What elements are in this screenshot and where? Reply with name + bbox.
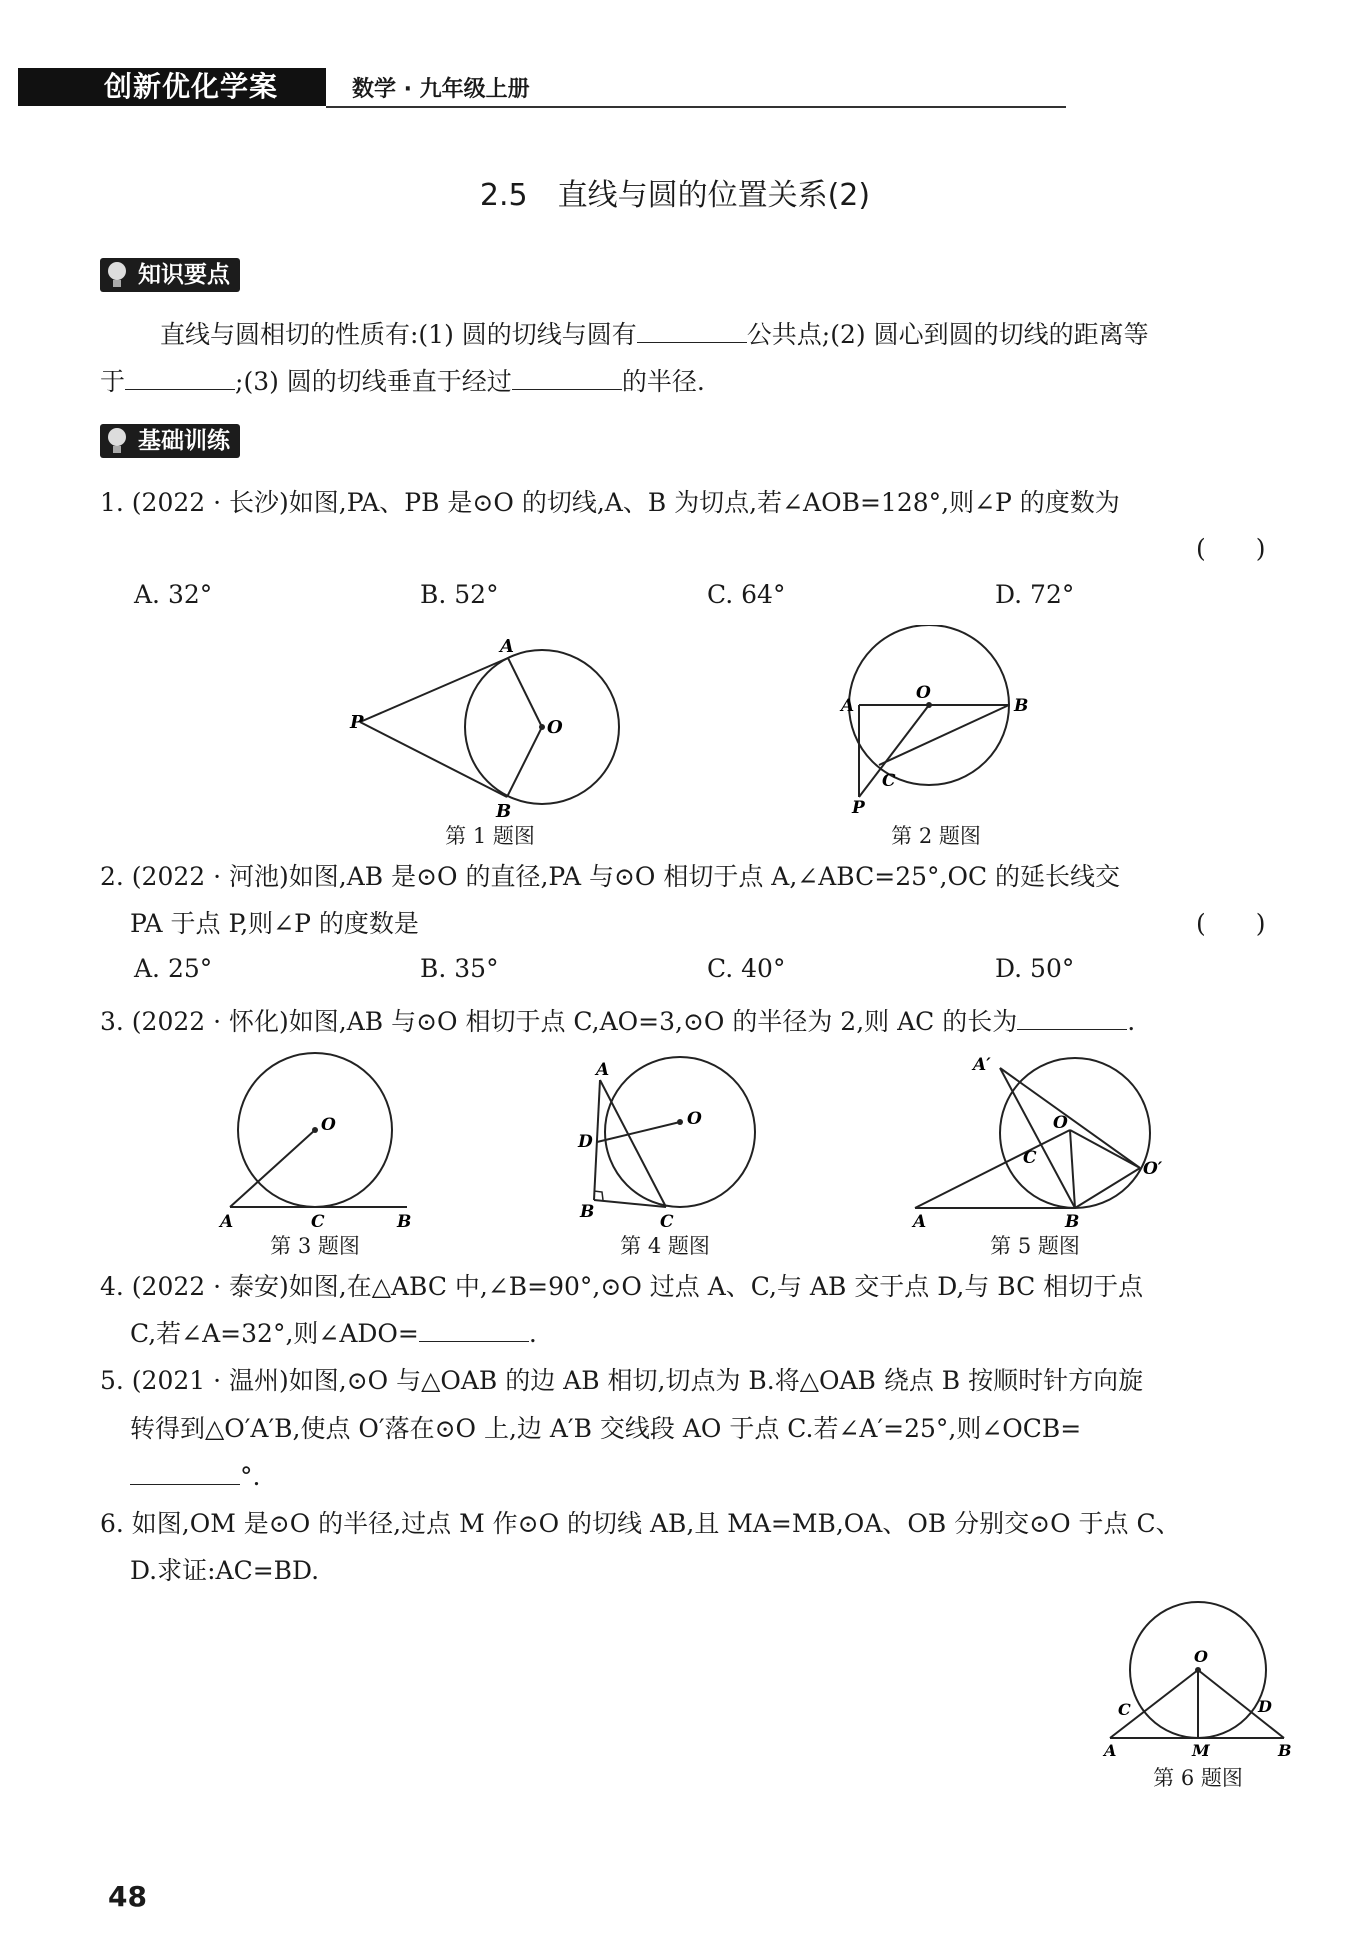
q5-line-3 [130,1458,260,1496]
knowledge-part2: 公共点;(2) 圆心到圆的切线的距离等 [746,320,1149,349]
f5-label-a: A [913,1212,927,1230]
lightbulb-icon [104,260,130,290]
header-rule [326,106,1066,108]
f1-label-o: O [547,717,563,738]
q3-blank[interactable] [1017,1007,1127,1030]
blank-3[interactable] [512,367,622,390]
lightbulb-icon [104,426,130,456]
f1-label-p: P [350,712,364,733]
f2-label-b: B [1014,696,1029,716]
f6-label-o: O [1194,1647,1208,1666]
f3-label-o: O [321,1115,336,1135]
figure-1 [340,630,640,820]
figure-2 [836,625,1036,820]
page-number: 48 [108,1880,147,1913]
f2-label-o: O [916,683,931,703]
q1-option-d[interactable]: D. 72° [995,580,1075,609]
f3-label-b: B [397,1212,412,1230]
q3-end: . [1127,1007,1136,1036]
f5-label-o: O [1053,1113,1068,1133]
brand-banner: 创新优化学案 [18,68,326,106]
q5-line-2: 转得到△O′A′B,使点 O′落在⊙O 上,边 A′B 交线段 AO 于点 C.若∠A′=25°,则∠OCB= [130,1414,1082,1443]
f2-label-a: A [841,696,855,716]
figure-5 [905,1050,1175,1230]
q6-line-1: 6. 如图,OM 是⊙O 的半径,过点 M 作⊙O 的切线 AB,且 MA=MB,OA、OB 分别交⊙O 于点 C、 [100,1509,1181,1538]
q2-answer-paren[interactable]: ( ) [1196,909,1266,938]
q6-line-2: D.求证:AC=BD. [130,1556,320,1585]
blank-2[interactable] [125,367,235,390]
q2-option-b[interactable]: B. 35° [420,954,499,983]
knowledge-part1: 直线与圆相切的性质有:(1) 圆的切线与圆有 [160,320,637,349]
f6-label-d: D [1258,1697,1272,1716]
q4-end: . [528,1319,537,1348]
q1-option-b[interactable]: B. 52° [420,580,499,609]
f2-label-c: C [882,771,896,791]
figure-6-caption: 第 6 题图 [1153,1766,1243,1790]
section-basic [100,424,240,458]
f3-label-c: C [311,1212,325,1230]
f4-label-b: B [580,1202,595,1222]
figure-5-caption: 第 5 题图 [990,1234,1080,1258]
knowledge-part5: 的半径. [621,367,705,396]
q3-text: 3. (2022 · 怀化)如图,AB 与⊙O 相切于点 C,AO=3,⊙O 的半径为 2,则 AC 的长为 [100,1007,1018,1036]
q4-blank[interactable] [419,1319,529,1342]
f3-label-a: A [220,1212,234,1230]
f5-label-a1: A′ [973,1055,991,1075]
blank-1[interactable] [637,320,747,343]
q2-option-a[interactable]: A. 25° [134,954,213,983]
q1-option-c[interactable]: C. 64° [707,580,786,609]
f2-label-p: P [852,798,865,818]
f1-label-b: B [496,801,512,820]
q4-line-2-text: C,若∠A=32°,则∠ADO= [130,1319,419,1348]
f4-label-o: O [687,1109,702,1129]
subject-label: 数学 · 九年级上册 [352,77,530,102]
f6-label-a: A [1104,1741,1117,1760]
f5-label-o1: O′ [1143,1159,1163,1179]
q2-line-2: PA 于点 P,则∠P 的度数是 [130,909,419,938]
f1-label-a: A [500,636,514,657]
f6-label-c: C [1118,1700,1131,1719]
f4-label-d: D [578,1132,593,1152]
figure-4 [570,1050,770,1230]
q4-line-2 [130,1315,537,1353]
figure-4-caption: 第 4 题图 [620,1234,710,1258]
q1-text: 1. (2022 · 长沙)如图,PA、PB 是⊙O 的切线,A、B 为切点,若∠AOB=128°,则∠P 的度数为 [100,488,1120,517]
figure-3 [215,1050,415,1230]
figure-2-caption: 第 2 题图 [891,824,981,848]
f5-label-b: B [1065,1212,1080,1230]
section-basic-label: 基础训练 [138,428,230,454]
f4-label-a: A [596,1060,610,1080]
figure-3-caption: 第 3 题图 [270,1234,360,1258]
q5-blank[interactable] [130,1462,240,1485]
section-knowledge [100,258,240,292]
f5-label-c: C [1023,1148,1037,1168]
page-title: 2.5 直线与圆的位置关系(2) [479,178,871,213]
q4-line-1: 4. (2022 · 泰安)如图,在△ABC 中,∠B=90°,⊙O 过点 A、C,与 AB 交于点 D,与 BC 相切于点 [100,1272,1144,1301]
section-knowledge-label: 知识要点 [138,262,230,288]
q1-answer-paren[interactable]: ( ) [1196,534,1266,563]
q5-line-1: 5. (2021 · 温州)如图,⊙O 与△OAB 的边 AB 相切,切点为 B.将△OAB 绕点 B 按顺时针方向旋 [100,1366,1144,1395]
f6-label-b: B [1278,1741,1292,1760]
q2-option-d[interactable]: D. 50° [995,954,1075,983]
q2-line-1: 2. (2022 · 河池)如图,AB 是⊙O 的直径,PA 与⊙O 相切于点 A,∠ABC=25°,OC 的延长线交 [100,862,1121,891]
q1-option-a[interactable]: A. 32° [134,580,213,609]
q2-option-c[interactable]: C. 40° [707,954,786,983]
knowledge-part3: 于 [100,367,126,396]
figure-6 [1098,1600,1298,1765]
q3-line [100,1003,1135,1041]
q5-end: °. [240,1462,261,1491]
knowledge-line-1 [160,316,1149,354]
knowledge-part4: ;(3) 圆的切线垂直于经过 [235,367,512,396]
knowledge-line-2 [100,363,705,401]
f6-label-m: M [1192,1741,1210,1760]
figure-1-caption: 第 1 题图 [445,824,535,848]
f4-label-c: C [660,1212,674,1230]
